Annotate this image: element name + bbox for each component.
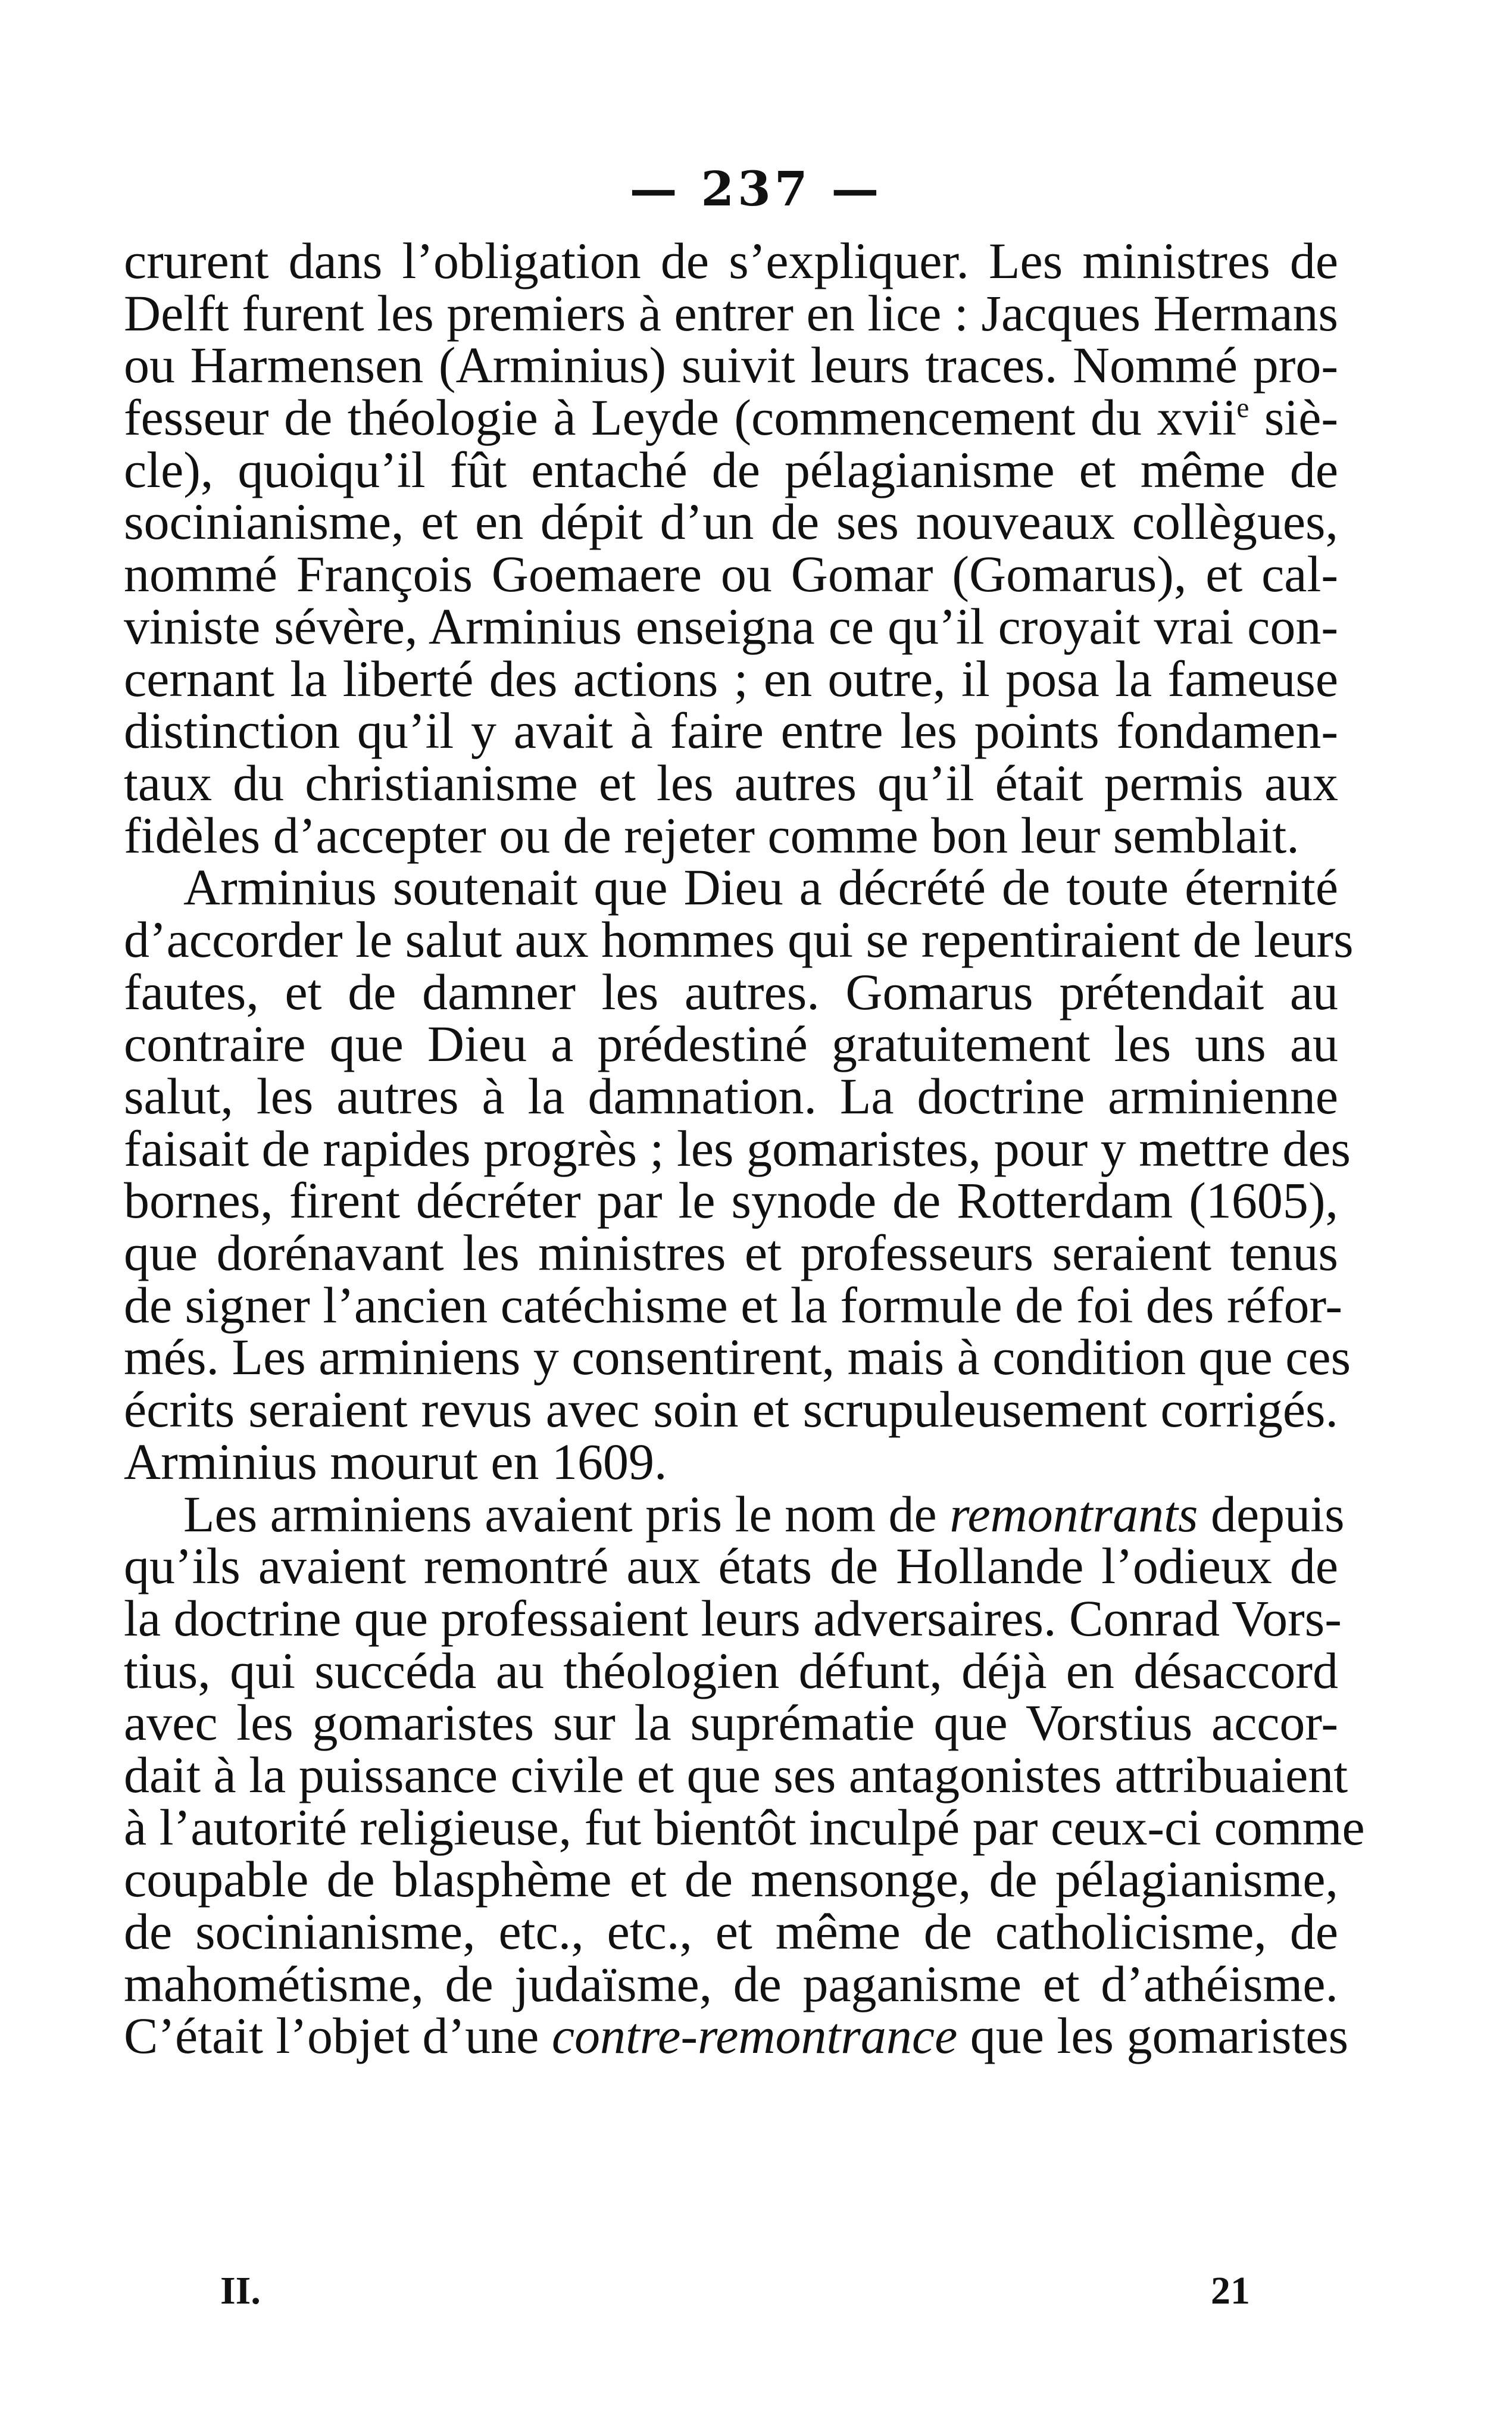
text-line: d’accorder le salut aux hommes qui se repentiraient de leurs — [124, 910, 1354, 968]
text-line: bornes, firent décréter par le synode de Rotterdam (1605), — [124, 1172, 1338, 1229]
text-line: fidèles d’accepter ou de rejeter comme bon leur semblait. — [124, 806, 1299, 864]
text-line: Arminius mourut en 1609. — [124, 1433, 667, 1490]
page-footer — [220, 2268, 1250, 2314]
text-line: cle), quoiqu’il fût entaché de pélagianisme et même de — [124, 441, 1338, 498]
italic-term: remontrants — [949, 1485, 1198, 1543]
text-line: contraire que Dieu a prédestiné gratuitement les uns au — [124, 1015, 1338, 1073]
text-line: taux du christianisme et les autres qu’il était permis aux — [124, 754, 1338, 812]
text-fragment: que les gomaristes — [957, 2007, 1349, 2065]
text-line: dait à la puissance civile et que ses antagonistes attribuaient — [124, 1746, 1348, 1803]
superscript: e — [1236, 392, 1249, 424]
text-fragment: siè- — [1249, 389, 1339, 447]
text-line — [124, 1485, 1345, 1543]
text-fragment: C’était l’objet d’une — [124, 2007, 552, 2065]
paragraph-2 — [124, 859, 1354, 1490]
text-line: viniste sévère, Arminius enseigna ce qu’il croyait vrai con- — [124, 597, 1338, 655]
text-line: nommé François Goemaere ou Gomar (Gomarus), et cal- — [124, 545, 1338, 603]
volume-signature: II. — [220, 2269, 261, 2312]
text-line — [124, 2007, 1349, 2065]
text-line: ou Harmensen (Arminius) suivit leurs traces. Nommé pro- — [124, 336, 1338, 394]
text-line: mahométisme, de judaïsme, de paganisme et d’athéisme. — [124, 1955, 1338, 2012]
text-line: salut, les autres à la damnation. La doctrine arminienne — [124, 1068, 1338, 1125]
text-line: tius, qui succéda au théologien défunt, déjà en désaccord — [124, 1641, 1338, 1699]
text-line: coupable de blasphème et de mensonge, de pélagianisme, — [124, 1850, 1338, 1908]
text-line: à l’autorité religieuse, fut bientôt inculpé par ceux-ci comme — [124, 1798, 1365, 1856]
text-fragment: depuis — [1198, 1485, 1345, 1543]
text-line: qu’ils avaient remontré aux états de Hollande l’odieux de — [124, 1537, 1338, 1595]
text-line: Arminius soutenait que Dieu a décrété de toute éternité — [183, 859, 1338, 916]
text-line: cernant la liberté des actions ; en outre, il posa la fameuse — [124, 650, 1338, 707]
text-line: crurent dans l’obligation de s’expliquer. Les ministres de — [124, 232, 1338, 289]
text-line: fautes, et de damner les autres. Gomarus prétendait au — [124, 963, 1338, 1020]
italic-term: contre-remontrance — [551, 2007, 958, 2065]
text-line: la doctrine que professaient leurs adversaires. Conrad Vors- — [124, 1589, 1342, 1647]
text-fragment: Les arminiens avaient pris le nom de — [183, 1485, 950, 1543]
text-line: més. Les arminiens y consentirent, mais à condition que ces — [124, 1328, 1351, 1386]
page-number: — 237 — — [629, 161, 883, 217]
text-line: Delft furent les premiers à entrer en lice : Jacques Hermans — [124, 284, 1338, 342]
text-line: de signer l’ancien catéchisme et la formule de foi des réfor- — [124, 1276, 1342, 1334]
text-line — [124, 389, 1339, 447]
text-line: avec les gomaristes sur la suprématie que Vorstius accor- — [124, 1694, 1338, 1752]
gathering-signature: 21 — [1211, 2269, 1250, 2312]
text-line: que dorénavant les ministres et professeurs seraient tenus — [124, 1224, 1338, 1282]
text-line: faisait de rapides progrès ; les gomaristes, pour y mettre des — [124, 1119, 1351, 1177]
paragraph-3 — [124, 1485, 1365, 2065]
text-line: de socinianisme, etc., etc., et même de catholicisme, de — [124, 1903, 1338, 1960]
text-line: socinianisme, et en dépit d’un de ses nouveaux collègues, — [124, 493, 1338, 551]
text-fragment: fesseur de théologie à Leyde (commencement du xvii — [124, 389, 1237, 447]
paragraph-1 — [124, 232, 1339, 864]
body-text — [124, 232, 1365, 2065]
text-line: distinction qu’il y avait à faire entre les points fondamen- — [124, 702, 1338, 760]
text-line: écrits seraient revus avec soin et scrupuleusement corrigés. — [124, 1381, 1338, 1438]
